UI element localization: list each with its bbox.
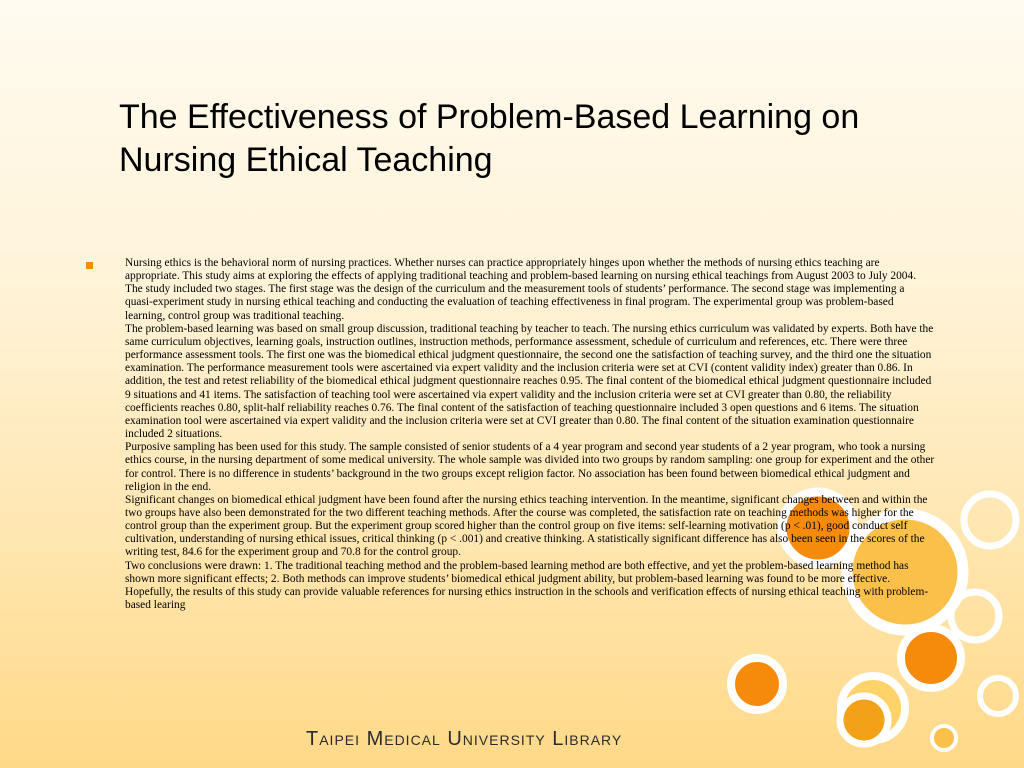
circle-bottom-orange	[840, 696, 888, 744]
body-paragraph-conclusions: Two conclusions were drawn: 1. The traditional teaching method and the problem-based learning method are both effective, and yet the problem-based learning method has shown more significant effects; 2. Both methods can improve students’ biomedical ethical judgment ability, but problem-based learning was found to be more effective. Hopefully, the results of this study can provide valuable references for nursing ethics instruction in the schools and verification effects of nursing ethical teaching with problem-based learing	[125, 559, 929, 612]
circle-top-ring	[964, 494, 1016, 546]
slide-title: The Effectiveness of Problem-Based Learning on Nursing Ethical Teaching	[119, 98, 860, 179]
body-paragraph-intro: Nursing ethics is the behavioral norm of nursing practices. Whether nurses can practice appropriately hinges upon whether the methods of nursing ethics teaching are appropriate. This study aims at exploring the effects of applying traditional teaching and problem-based learning on nursing ethical teachings from August 2003 to July 2004. The study included two stages. The first stage was the design of the curriculum and the measurement tools of students’ performance. The second stage was implementing a quasi-experiment study in nursing ethical teaching and conducting the evaluation of teaching effectiveness in final program. The experimental group was problem-based learning, control group was traditional teaching.	[125, 257, 917, 322]
slide-body	[125, 257, 935, 612]
circle-mid-orange	[731, 658, 783, 710]
circle-medium-orange	[901, 628, 961, 688]
body-paragraph-methods: The problem-based learning was based on small group discussion, traditional teaching by teacher to teach. The nursing ethics curriculum was validated by experts. Both have the same curriculum objectives, learning goals, instruction outlines, instruction methods, performance assessment, schedule of curriculum and references, etc. There were three performance assessment tools. The first one was the biomedical ethical judgment questionnaire, the second one the satisfaction of teaching survey, and the third one the situation examination. The performance measurement tools were ascertained via expert validity and the inclusion criteria were set at CVI (content validity index) greater than 0.86. In addition, the test and retest reliability of the biomedical ethical judgment questionnaire reaches 0.95. The final content of the biomedical ethical judgment questionnaire included 9 situations and 41 items. The satisfaction of teaching tool were ascertained via expert validity and the inclusion criteria were set at CVI greater than 0.80, the reliability coefficients reaches 0.80, split-half reliability reaches 0.76. The final content of the satisfaction of teaching questionnaire included 3 open questions and 6 items. The situation examination tool were ascertained via expert validity and the inclusion criteria were set at CVI greater than 0.80. The final content of the situation examination questionnaire included 2 situations.	[125, 322, 934, 441]
body-paragraph-sampling: Purposive sampling has been used for this study. The sample consisted of senior students of a 4 year program and second year students of a 2 year program, who took a nursing ethics course, in the nursing department of some medical university. The whole sample was divided into two groups by random sampling: one group for experiment and the other for control. There is no difference in students’ background in the two groups except religion factor. No association has been found between biomedical ethical judgment and religion in the end.	[125, 441, 935, 493]
body-paragraph-results: Significant changes on biomedical ethical judgment have been found after the nursing ethics teaching intervention. In the meantime, significant changes between and within the two groups have also been demonstrated for the two different teaching methods. After the course was completed, the satisfaction rate on teaching methods was higher for the control group than the experiment group. But the experiment group scored higher than the control group on five items: self-learning motivation (p < .01), good conduct self cultivation, understanding of nursing ethical issues, critical thinking (p < .001) and creative thinking. A statistically significant difference has also been seen in the scores of the writing test, 84.6 for the experiment group and 70.8 for the control group.	[125, 493, 928, 559]
circle-tiny-light	[932, 726, 956, 750]
circle-small-ring	[980, 678, 1016, 714]
footer-library-name: Taipei Medical University Library	[306, 728, 623, 750]
circle-ring-outline	[951, 592, 999, 640]
